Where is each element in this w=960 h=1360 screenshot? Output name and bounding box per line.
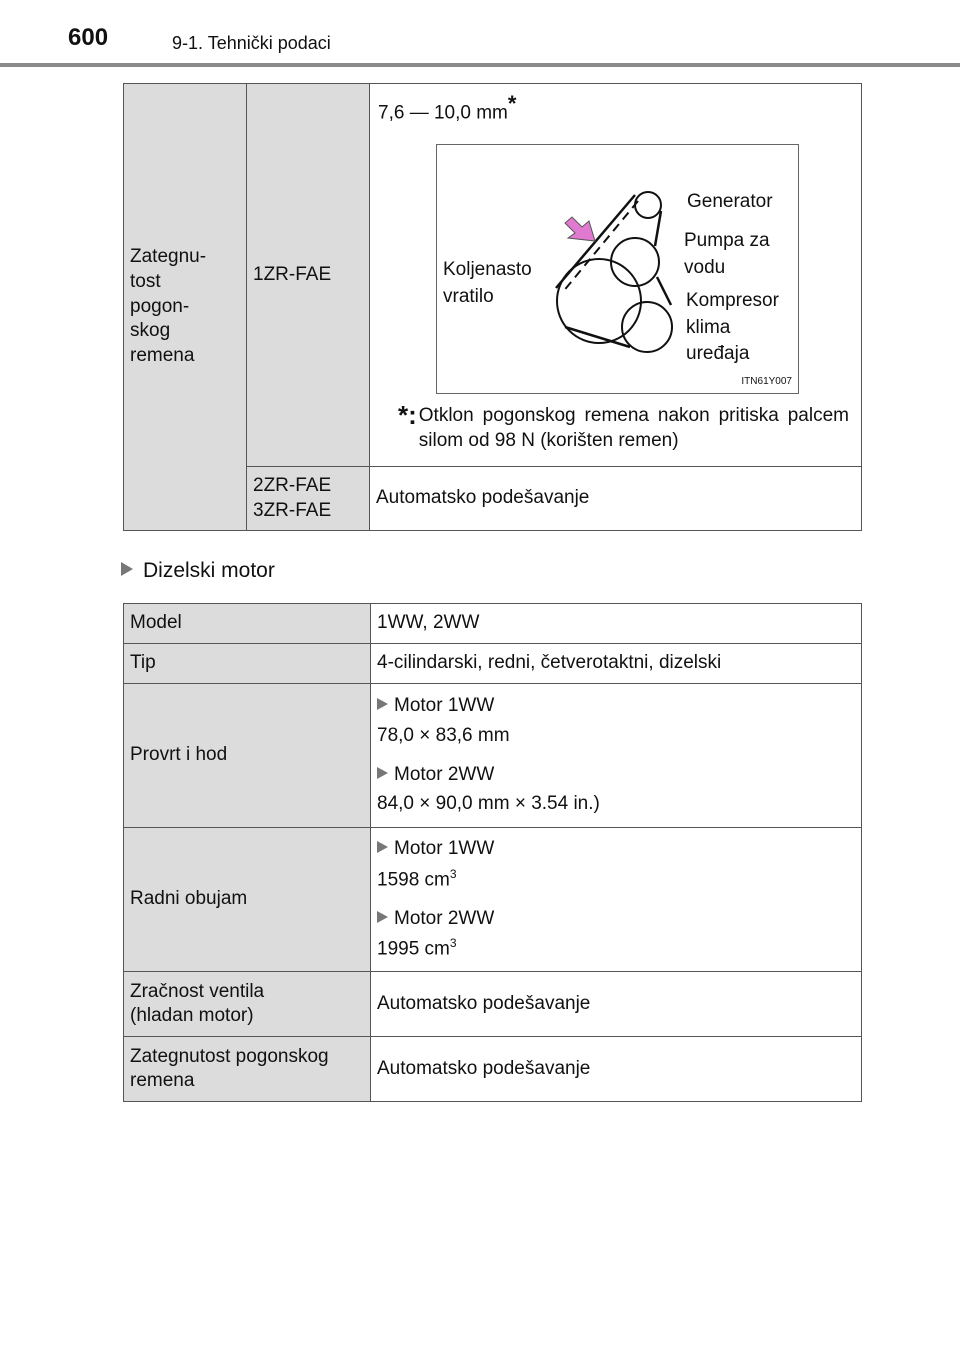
model-value: 1WW, 2WW <box>371 604 862 644</box>
section-title: 9-1. Tehnički podaci <box>172 33 331 53</box>
belt-spec-cell <box>370 84 862 467</box>
belt-diagram <box>436 144 799 394</box>
page-number: 600 <box>68 24 109 51</box>
belt-tension-diesel-value: Automatsko podešavanje <box>371 1037 862 1102</box>
generator-pulley <box>635 192 661 218</box>
belt-tension-table <box>123 83 862 531</box>
footnote-text: Otklon pogonskog remena nakon pritiska palcem silom od 98 N (korišten remen) <box>418 405 849 451</box>
triangle-bullet-icon <box>377 911 388 923</box>
label-generator: Generator <box>687 191 773 213</box>
bore-stroke-value: Motor 1WW 78,0 × 83,6 mm Motor 2WW 84,0 × 90,0 mm × 3.54 in.) <box>371 684 862 828</box>
arrow-icon <box>565 217 595 241</box>
triangle-bullet-icon <box>377 698 388 710</box>
bore-stroke-label: Provrt i hod <box>124 684 371 828</box>
displacement-value: Motor 1WW 1598 $cm^3$ Motor 2WW 1995 $cm^3$ <box>371 828 862 972</box>
diesel-heading: Dizelski motor <box>121 559 275 583</box>
compressor-pulley <box>622 302 672 352</box>
label-compressor: Kompresor klima uređaja <box>686 290 779 365</box>
diagram-code: ITN61Y007 <box>741 376 792 388</box>
type-label: Tip <box>124 644 371 684</box>
triangle-bullet-icon <box>377 841 388 853</box>
engine-code-2: 2ZR-FAE 3ZR-FAE <box>247 467 370 531</box>
belt-tension-diesel-label: Zategnutost pogonskog remena <box>124 1037 371 1102</box>
belt-tension-label: Zategnu- tost pogon- skog remena <box>124 84 247 531</box>
valve-clearance-label: Zračnost ventila (hladan motor) <box>124 972 371 1037</box>
deflected-belt <box>562 201 638 293</box>
triangle-bullet-icon <box>121 562 133 576</box>
type-value: 4-cilindarski, redni, četverotaktni, dizelski <box>371 644 862 684</box>
diesel-table <box>123 603 862 1102</box>
displacement-label: Radni obujam <box>124 828 371 972</box>
label-crank: Koljenasto vratilo <box>443 259 532 307</box>
triangle-bullet-icon <box>377 767 388 779</box>
model-label: Model <box>124 604 371 644</box>
valve-clearance-value: Automatsko podešavanje <box>371 972 862 1037</box>
auto-adjust-value: Automatsko podešavanje <box>370 467 862 531</box>
label-pump: Pumpa za vodu <box>684 230 770 278</box>
header-rule <box>0 63 960 67</box>
belt-deflection-value: 7,6 — 10,0 mm* <box>378 91 517 124</box>
footnote <box>378 400 849 453</box>
engine-code: 1ZR-FAE <box>247 84 370 467</box>
footnote-marker: *: <box>398 400 417 431</box>
